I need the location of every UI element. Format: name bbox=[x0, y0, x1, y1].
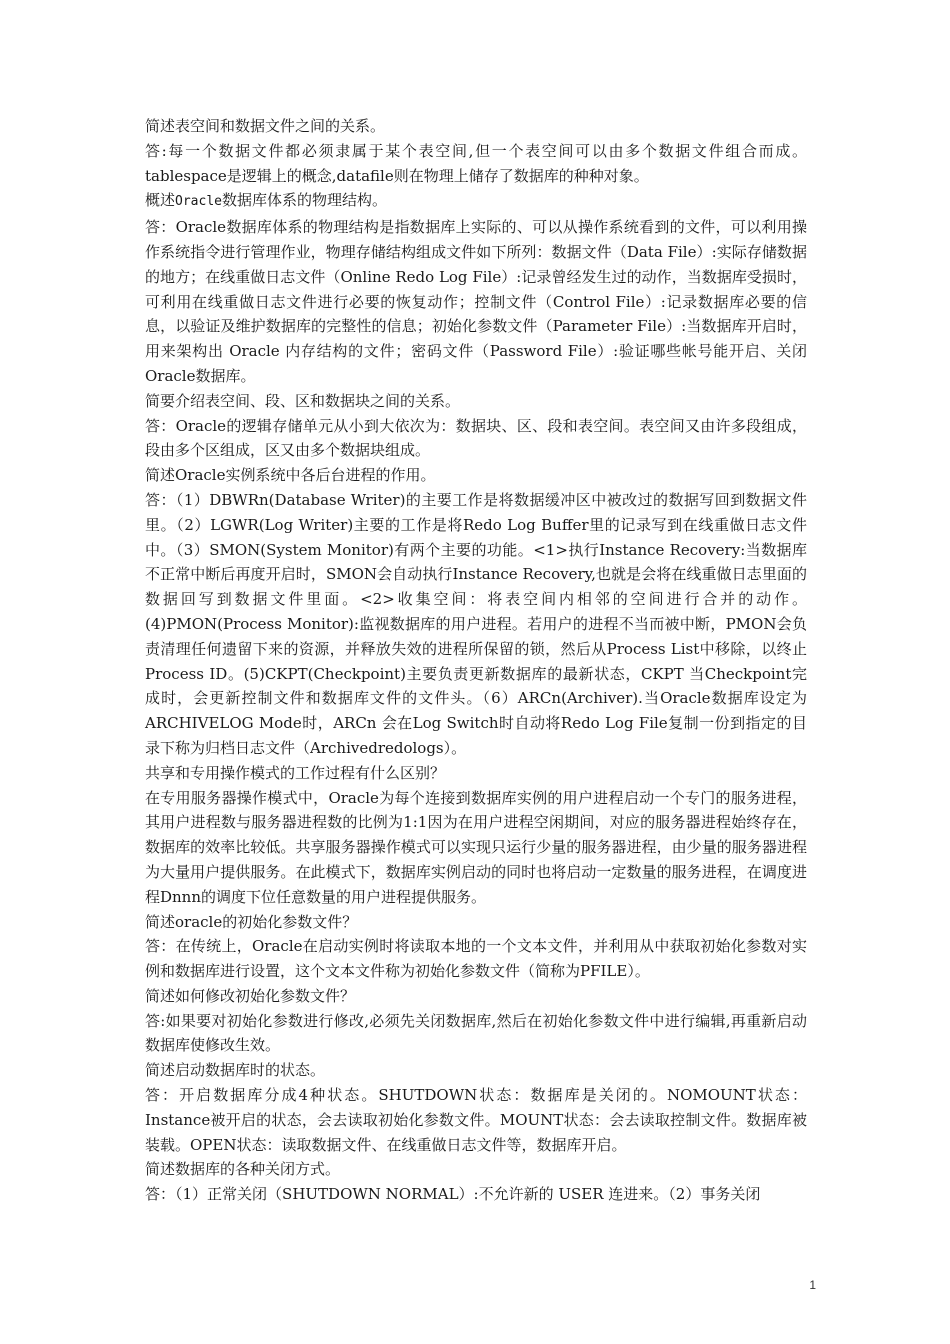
question-paragraph: 简要介绍表空间、段、区和数据块之间的关系。 bbox=[145, 391, 461, 410]
question-paragraph: 简述如何修改初始化参数文件？ bbox=[145, 986, 356, 1005]
answer-paragraph: 答:如果要对初始化参数进行修改,必须先关闭数据库,然后在初始化参数文件中进行编辑,再重新启动数据库使修改生效。 bbox=[145, 1011, 807, 1055]
document-body bbox=[145, 114, 807, 1207]
oracle-mono-term: Oracle bbox=[175, 194, 222, 210]
question-text: 数据库体系的物理结构。 bbox=[221, 191, 387, 210]
answer-paragraph: 答：（1）DBWRn(Database Writer)的主要工作是将数据缓冲区中被改过的数据写回到数据文件里。（2）LGWR(Log Writer)主要的工作是将Redo Log Buffer里的记录写到在线重做日志文件中。（3）SMON(System Monitor)有两个主要的功能。<1>执行Instance Recovery:当数据库不正常中断后再度开启时，SMON会自动执行Instance Recovery,也就是会将在线重做日志里面的数据回写到数据文件里面。<2>收集空间：将表空间内相邻的空间进行合并的动作。(4)PMON(Process Monitor):监视数据库的用户进程。若用户的进程不当而被中断，PMON会负责清理任何遗留下来的资源，并释放失效的进程所保留的锁，然后从Process List中移除，以终止 Process ID。(5)CKPT(Checkpoint)主要负责更新数据库的最新状态，CKPT 当Checkpoint完成时，会更新控制文件和数据库文件的文件头。（6）ARCn(Archiver).当Oracle数据库设定为ARCHIVELOG Mode时，ARCn 会在Log Switch时自动将Redo Log File复制一份到指定的目录下称为归档日志文件（Archivedredologs）。 bbox=[145, 490, 807, 757]
answer-paragraph: 答：在传统上，Oracle在启动实例时将读取本地的一个文本文件，并利用从中获取初始化参数对实例和数据库进行设置，这个文本文件称为初始化参数文件（简称为PFILE）。 bbox=[145, 937, 807, 981]
question-paragraph: 共享和专用操作模式的工作过程有什么区别？ bbox=[145, 763, 446, 782]
question-paragraph: 简述启动数据库时的状态。 bbox=[145, 1061, 326, 1080]
answer-paragraph: 答:每一个数据文件都必须隶属于某个表空间,但一个表空间可以由多个数据文件组合而成。tablespace是逻辑上的概念,datafile则在物理上储存了数据库的种种对象。 bbox=[145, 141, 807, 185]
question-paragraph bbox=[145, 188, 807, 215]
question-prefix: 概述 bbox=[145, 191, 176, 210]
question-paragraph: 简述表空间和数据文件之间的关系。 bbox=[145, 117, 386, 135]
answer-paragraph: 答：Oracle的逻辑存储单元从小到大依次为：数据块、区、段和表空间。表空间又由许多段组成，段由多个区组成，区又由多个数据块组成。 bbox=[145, 416, 807, 460]
answer-paragraph: 答：（1）正常关闭（SHUTDOWN NORMAL）:不允许新的 USER 连进来。（2）事务关闭 bbox=[145, 1185, 761, 1204]
question-paragraph: 简述数据库的各种关闭方式。 bbox=[145, 1160, 341, 1179]
answer-paragraph: 在专用服务器操作模式中，Oracle为每个连接到数据库实例的用户进程启动一个专门的服务进程，其用户进程数与服务器进程数的比例为1:1因为在用户进程空闲期间，对应的服务器进程始终存在，数据库的效率比较低。共享服务器操作模式可以实现只运行少量的服务器进程，由少量的服务器进程为大量用户提供服务。在此模式下，数据库实例启动的同时也将启动一定数量的服务进程，在调度进程Dnnn的调度下位任意数量的用户进程提供服务。 bbox=[145, 788, 807, 906]
answer-paragraph: 答：开启数据库分成4种状态。SHUTDOWN状态：数据库是关闭的。NOMOUNT状态：Instance被开启的状态，会去读取初始化参数文件。MOUNT状态：会去读取控制文件。数据库被装载。OPEN状态：读取数据文件、在线重做日志文件等，数据库开启。 bbox=[145, 1086, 807, 1154]
question-paragraph: 简述oracle的初始化参数文件？ bbox=[145, 912, 358, 931]
page-number: 1 bbox=[809, 1278, 816, 1292]
answer-paragraph: 答：Oracle数据库体系的物理结构是指数据库上实际的、可以从操作系统看到的文件，可以利用操作系统指令进行管理作业，物理存储结构组成文件如下所列：数据文件（Data File）:实际存储数据的地方；在线重做日志文件（Online Redo Log File）:记录曾经发生过的动作，当数据库受损时，可利用在线重做日志文件进行必要的恢复动作；控制文件（Control File）:记录数据库必要的信息，以验证及维护数据库的完整性的信息；初始化参数文件（Parameter File）:当数据库开启时，用来架构出 Oracle 内存结构的文件；密码文件（Password File）:验证哪些帐号能开启、关闭Oracle数据库。 bbox=[145, 218, 807, 385]
question-paragraph: 简述Oracle实例系统中各后台进程的作用。 bbox=[145, 466, 436, 485]
